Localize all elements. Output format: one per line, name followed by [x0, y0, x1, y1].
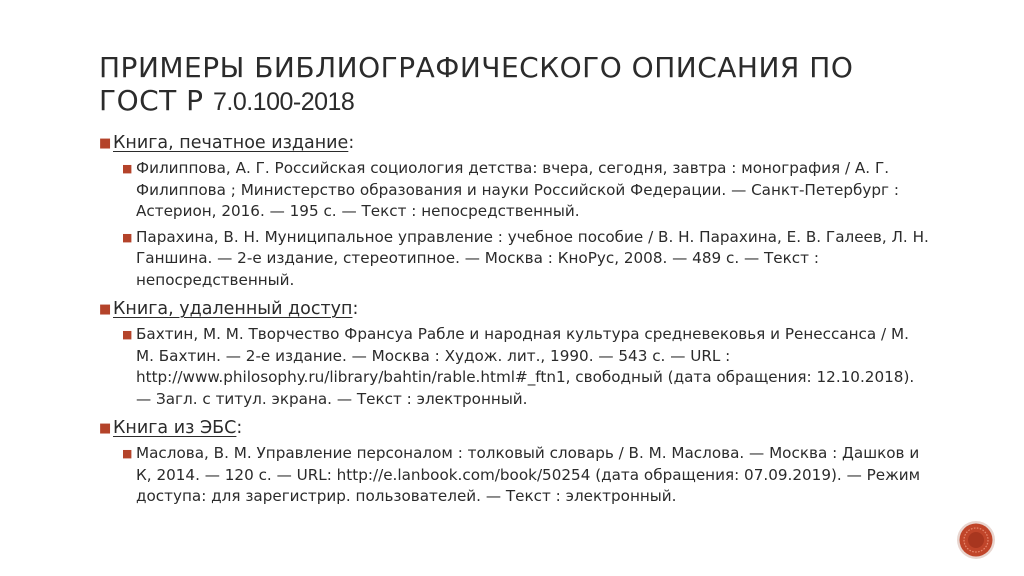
section-printed-book [98, 131, 948, 291]
title-line-2 [99, 84, 959, 119]
list-item-text: Бахтин, М. М. Творчество Франсуа Рабле и народная культура средневековья и Ренессанса / М. М. Бахтин. — 2-е издание. — Москва : Худож. лит., 1990. — 543 с. — URL : http://www.philosophy.ru/library/bahtin/rable.html#_ftn1, свободный (дата обращения: 12.10.2018). — Загл. с титул. экрана. — Текст : электронный. [136, 325, 915, 408]
square-bullet-icon: ■ [122, 447, 133, 460]
title-line-1: ПРИМЕРЫ БИБЛИОГРАФИЧЕСКОГО ОПИСАНИЯ ПО [99, 51, 854, 84]
title-line-2-prefix: ГОСТ Р [99, 84, 213, 117]
list-item-text: Филиппова, А. Г. Российская социология детства: вчера, сегодня, завтра : монография / А. Г. Филиппова ; Министерство образования и науки Российской Федерации. — Санкт-Петербург : Астерион, 2016. — 195 с. — Текст : непосредственный. [136, 159, 899, 220]
section-heading-label: Книга из ЭБС [113, 418, 237, 438]
square-bullet-icon: ■ [122, 328, 133, 341]
slide-title [99, 51, 959, 119]
section-heading-colon: : [348, 133, 355, 153]
title-standard-number: 7.0.100-2018 [212, 88, 355, 116]
section-heading-colon: : [352, 299, 359, 319]
section-ebs-book [98, 416, 948, 508]
section-heading [98, 297, 948, 321]
list-item [122, 324, 931, 410]
entry-list [122, 443, 948, 508]
list-item [122, 227, 931, 292]
section-heading-label: Книга, печатное издание [113, 133, 349, 153]
entry-list [122, 158, 948, 291]
list-item [122, 443, 931, 508]
square-bullet-icon: ■ [122, 162, 133, 175]
content [98, 131, 948, 514]
list-item-text: Маслова, В. М. Управление персоналом : толковый словарь / В. М. Маслова. — Москва : Дашков и К, 2014. — 120 с. — URL: http://e.lanbook.com/book/50254 (дата обращения: 07.09.2019). — Режим доступа: для зарегистрир. пользователей. — Текст : электронный. [136, 444, 921, 505]
list-item [122, 158, 931, 223]
list-item-text: Парахина, В. Н. Муниципальное управление : учебное пособие / В. Н. Парахина, Е. В. Галеев, Л. Н. Ганшина. — 2-е издание, стереотипное. — Москва : КноРус, 2008. — 489 с. — Текст : непосредственный. [136, 227, 929, 289]
square-bullet-icon: ■ [99, 136, 112, 151]
section-heading-label: Книга, удаленный доступ [113, 299, 353, 319]
section-remote-book [98, 297, 948, 410]
round-logo-icon [956, 520, 996, 560]
square-bullet-icon: ■ [99, 421, 112, 436]
section-heading [98, 131, 948, 155]
section-heading-colon: : [236, 418, 243, 438]
entry-list [122, 324, 948, 410]
square-bullet-icon: ■ [99, 302, 112, 317]
square-bullet-icon: ■ [122, 230, 133, 244]
section-heading [98, 416, 948, 440]
